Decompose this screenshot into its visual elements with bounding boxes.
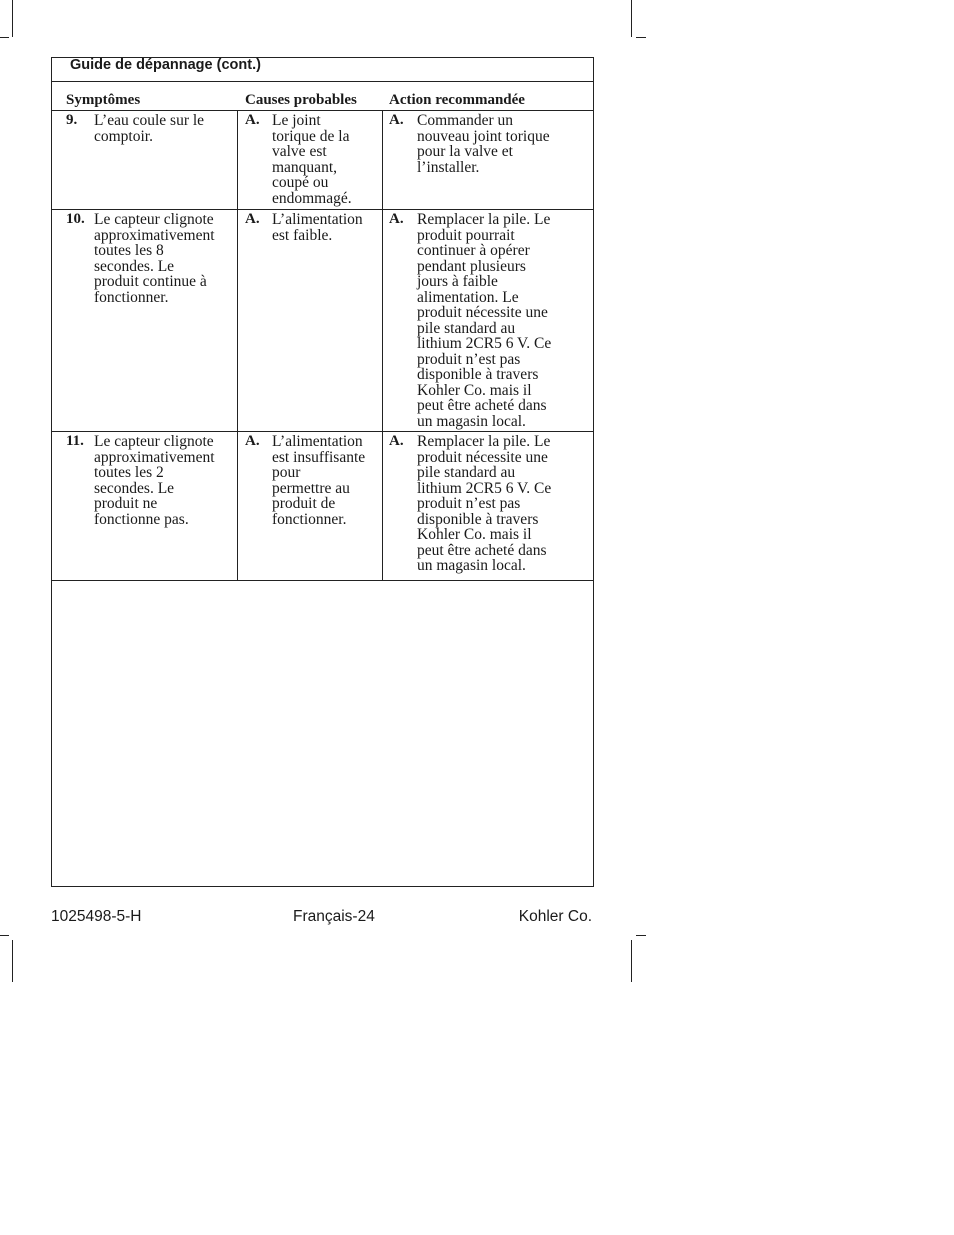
row-divider: [52, 580, 593, 581]
cause-text-line: L’alimentation: [272, 433, 363, 450]
symptom-text-line: Le capteur clignote: [94, 211, 214, 228]
action-text-line: Kohler Co. mais il: [417, 526, 532, 543]
action-text-line: produit nécessite une: [417, 448, 548, 466]
header-symptoms: Symptômes: [66, 92, 141, 108]
cause-text-line: torique de la: [272, 127, 350, 145]
action-text-line: pendant plusieurs: [417, 257, 526, 275]
action-text-line: un magasin local.: [417, 557, 526, 574]
symptom-text-line: secondes. Le: [94, 257, 175, 275]
action-text-line: lithium 2CR5 6 V. Ce: [417, 335, 552, 352]
symptom-text-line: produit ne: [94, 495, 158, 512]
symptom-text-line: fonctionner.: [94, 288, 169, 306]
action-text-line: pile standard au: [417, 464, 516, 481]
symptom-text-line: toutes les 8: [94, 242, 164, 259]
action-label: A.: [389, 433, 404, 449]
cause-text-line: Le joint: [272, 112, 321, 129]
row-divider: [52, 431, 593, 432]
cause-text-line: permettre au: [272, 479, 350, 497]
cause-label: A.: [245, 433, 260, 449]
cause-text-line: valve est: [272, 143, 327, 160]
cause-text-line: est faible.: [272, 226, 333, 244]
action-text-line: l’installer.: [417, 158, 480, 176]
crop-mark: [12, 940, 13, 982]
cause-text-line: endommagé.: [272, 189, 352, 207]
symptom-number: 11.: [66, 433, 84, 449]
action-label: A.: [389, 112, 404, 128]
header-action: Action recommandée: [389, 92, 525, 108]
crop-mark: [0, 37, 9, 38]
action-text-line: un magasin local.: [417, 412, 526, 430]
action-text-line: continuer à opérer: [417, 242, 530, 259]
action-text-line: produit n’est pas: [417, 350, 521, 368]
symptom-text-line: L’eau coule sur le: [94, 112, 205, 129]
cause-text-line: L’alimentation: [272, 211, 363, 228]
cause-text-line: pour: [272, 464, 301, 481]
cause-label: A.: [245, 211, 260, 227]
symptom-text-line: produit continue à: [94, 273, 207, 290]
troubleshooting-frame: [51, 57, 594, 887]
symptom-text-line: approximativement: [94, 448, 215, 466]
symptom-text-line: approximativement: [94, 226, 215, 244]
symptom-text-line: toutes les 2: [94, 464, 164, 481]
footer-company: Kohler Co.: [518, 908, 592, 925]
action-text-line: Kohler Co. mais il: [417, 381, 532, 399]
crop-mark: [636, 37, 646, 38]
action-text-line: produit n’est pas: [417, 495, 521, 512]
action-text-line: produit pourrait: [417, 226, 515, 244]
crop-mark: [12, 0, 13, 37]
symptom-number: 10.: [66, 211, 85, 227]
action-text-line: nouveau joint torique: [417, 127, 550, 145]
symptom-text-line: secondes. Le: [94, 479, 175, 497]
cause-text-line: coupé ou: [272, 174, 329, 191]
cause-label: A.: [245, 112, 260, 128]
action-text-line: peut être acheté dans: [417, 397, 547, 414]
action-text-line: Remplacer la pile. Le: [417, 211, 551, 228]
header-divider: [52, 110, 593, 111]
action-text-line: pile standard au: [417, 319, 516, 337]
action-text-line: disponible à travers: [417, 510, 539, 528]
crop-mark: [631, 0, 632, 37]
action-text-line: Remplacer la pile. Le: [417, 433, 551, 450]
action-text-line: peut être acheté dans: [417, 541, 547, 559]
title-row: [52, 58, 593, 82]
action-text-line: jours à faible: [417, 273, 498, 290]
action-text-line: alimentation. Le: [417, 288, 519, 306]
symptom-text-line: fonctionne pas.: [94, 510, 189, 528]
symptom-number: 9.: [66, 112, 78, 128]
cause-text-line: produit de: [272, 495, 336, 512]
header-causes: Causes probables: [245, 92, 357, 108]
cause-text-line: est insuffisante: [272, 448, 366, 466]
action-text-line: pour la valve et: [417, 143, 513, 160]
action-text-line: disponible à travers: [417, 366, 539, 383]
action-text-line: produit nécessite une: [417, 304, 548, 321]
symptom-text-line: comptoir.: [94, 127, 153, 145]
cause-text-line: manquant,: [272, 158, 337, 176]
row-divider: [52, 209, 593, 210]
cause-text-line: fonctionner.: [272, 510, 347, 528]
crop-mark: [0, 935, 9, 936]
column-divider: [382, 110, 383, 580]
action-text-line: lithium 2CR5 6 V. Ce: [417, 479, 552, 497]
footer-page-number: Français-24: [293, 908, 375, 925]
footer-doc-number: 1025498-5-H: [51, 908, 142, 925]
crop-mark: [636, 935, 646, 936]
column-divider: [237, 110, 238, 580]
action-text-line: Commander un: [417, 112, 513, 129]
symptom-text-line: Le capteur clignote: [94, 433, 214, 450]
action-label: A.: [389, 211, 404, 227]
crop-mark: [631, 940, 632, 982]
page-title: Guide de dépannage (cont.): [70, 57, 261, 73]
